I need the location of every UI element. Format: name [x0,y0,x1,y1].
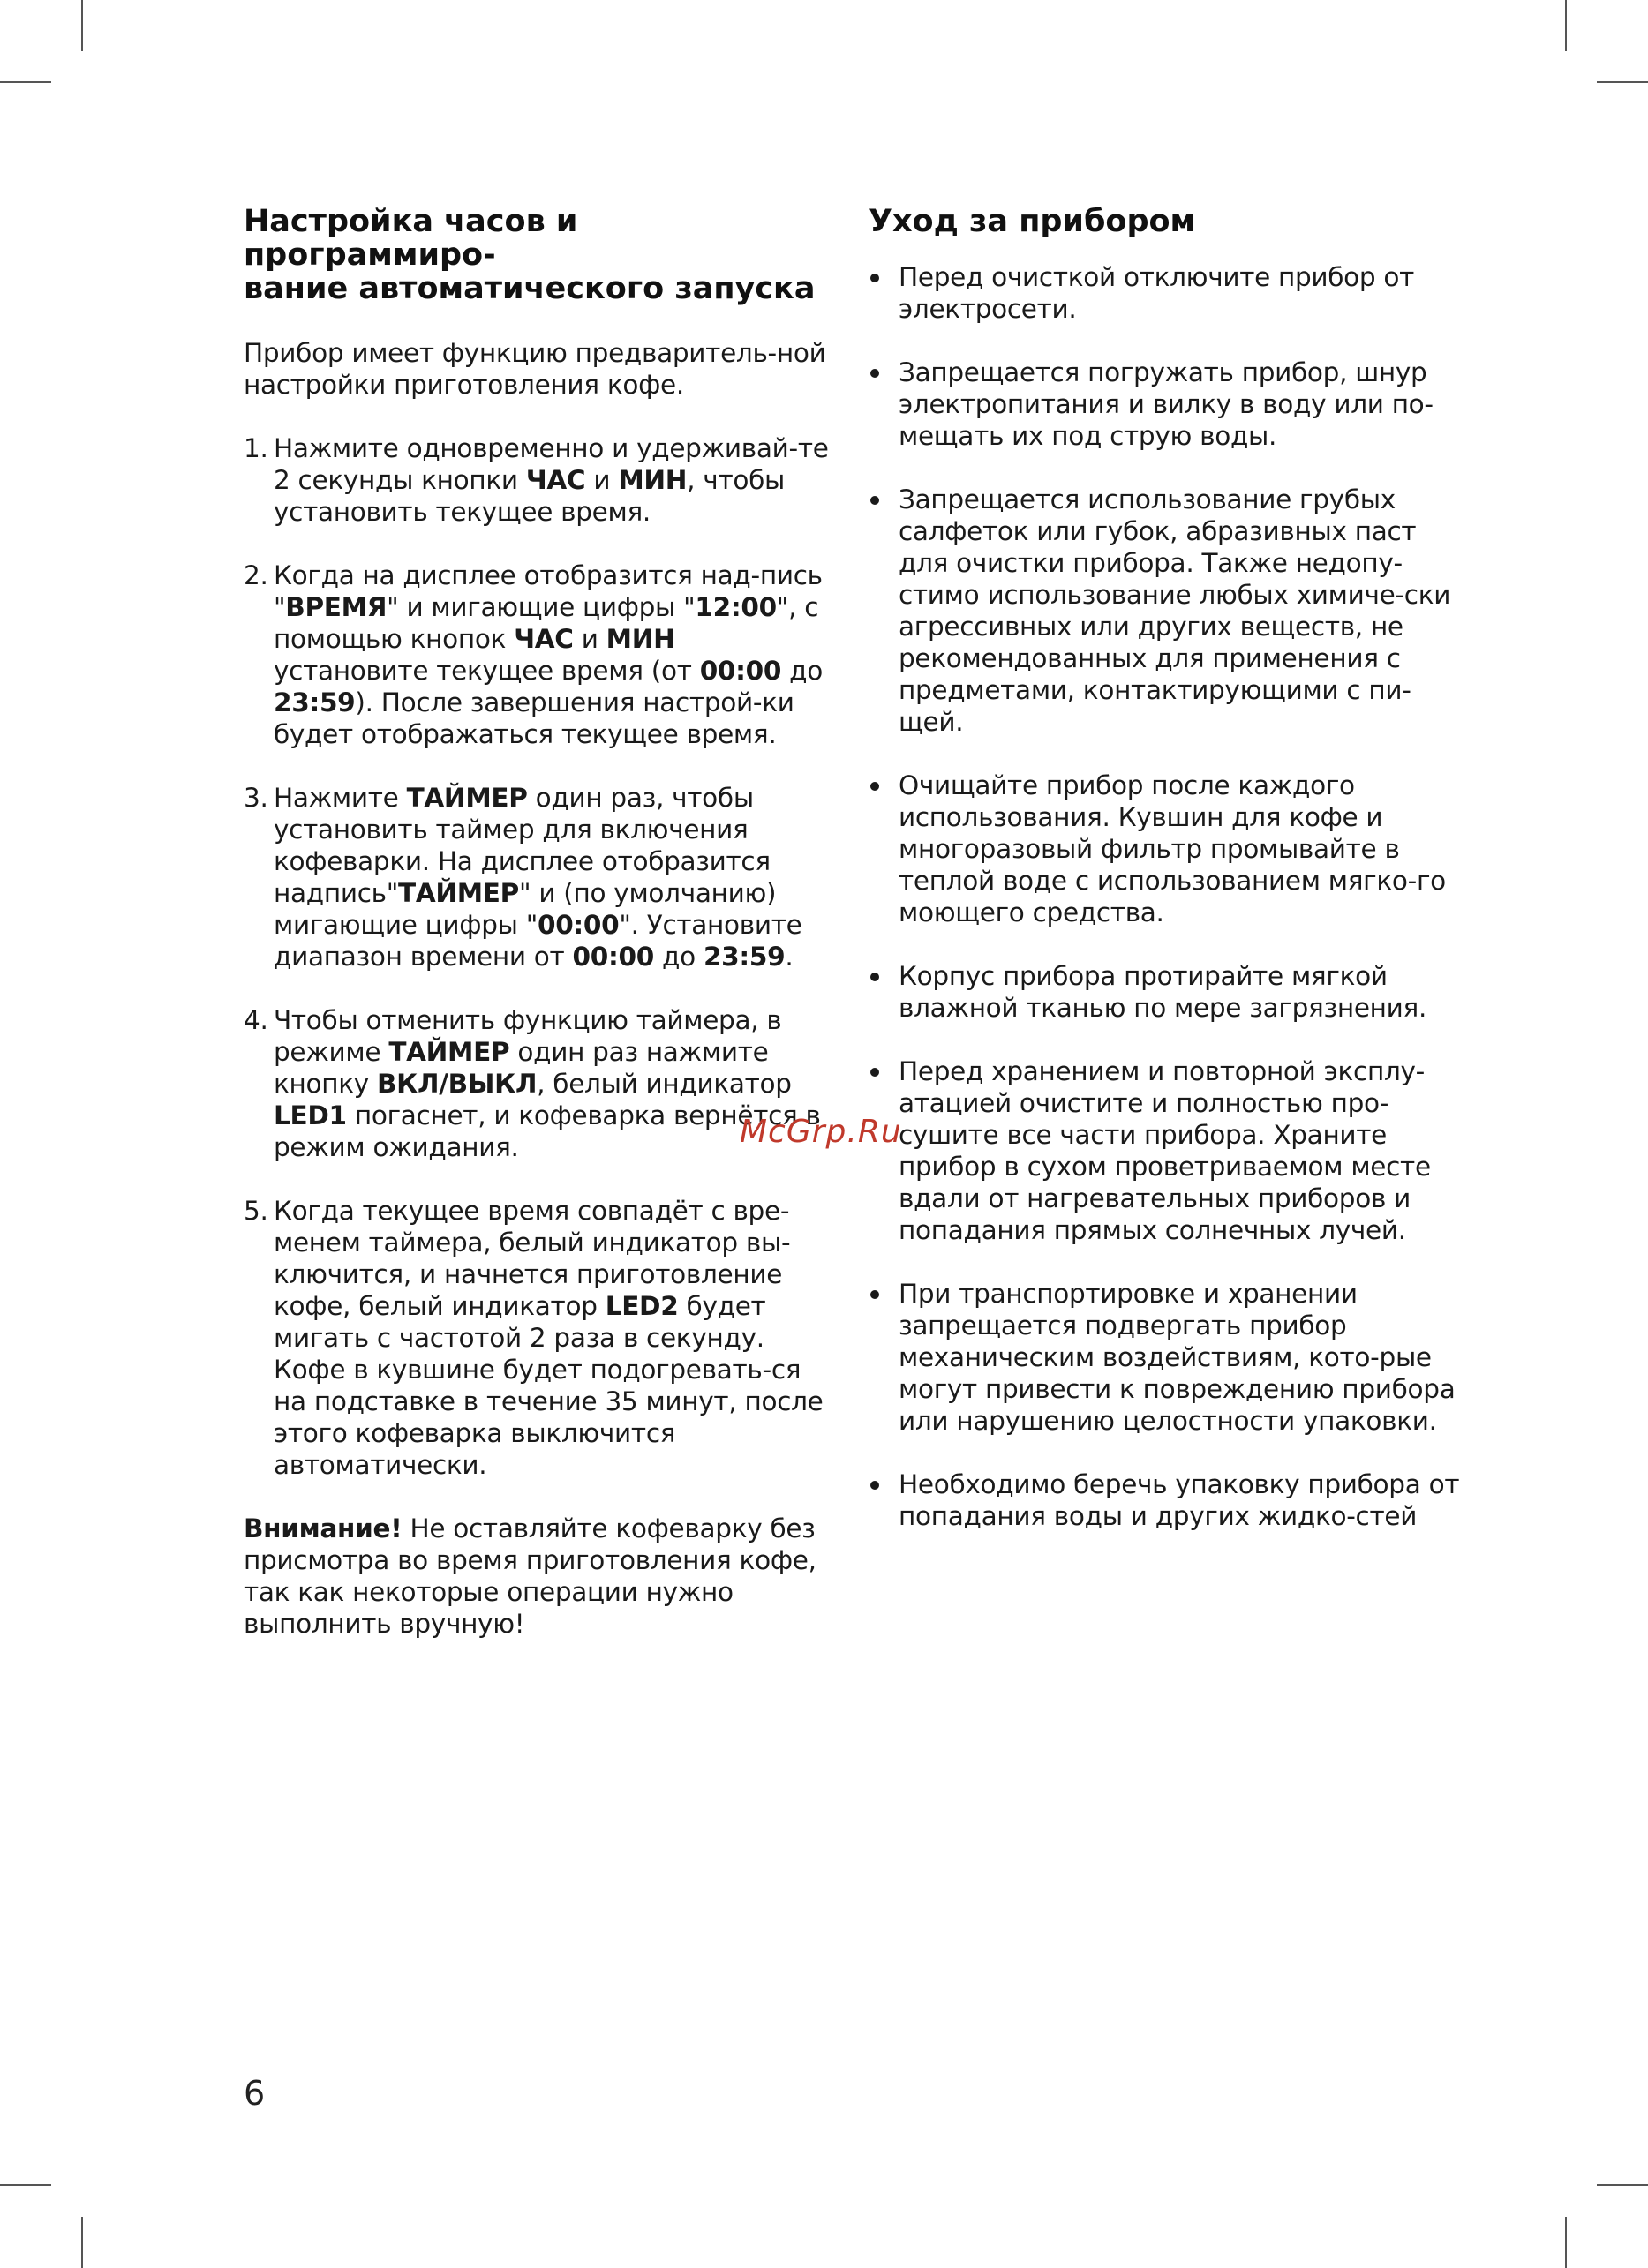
crop-mark [81,0,83,51]
step-text: будет мигать с частотой 2 раза в секунду. Кофе в кувшине будет подогревать-ся на подставке в течение 35 минут, после этого кофеварка выключится автоматически. [274,1291,824,1480]
step-item [244,1195,837,1481]
care-heading: Уход за прибором [869,204,1196,239]
step-bold-term: ТАЙМЕР [388,1037,510,1067]
bullet-dot-icon [870,1290,879,1299]
bullet-dot-icon [870,496,879,505]
warning-text: Не оставляйте кофеварку без присмотра во время приготовления кофе, так как некоторые операции нужно выполнить вручную! [244,1513,816,1639]
care-bullet-text: Перед хранением и повторной эксплу-атацией очистите и полностью про-сушите все части прибора. Храните прибор в сухом проветриваемом месте вдали от нагревательных приборов и попадания прямых солнечных лучей. [899,1056,1431,1245]
step-text: до [653,942,704,972]
step-text: . [785,942,794,972]
step-text: и [585,465,619,495]
care-bullet-item [869,1055,1462,1246]
care-bullet-text: Очищайте прибор после каждого использования. Кувшин для кофе и многоразовый фильтр промывайте в теплой воде с использованием мягко-го моющего средства. [899,770,1446,927]
step-bold-term: ТАЙМЕР [406,783,528,813]
crop-mark [1597,2184,1648,2186]
warning-label: Внимание! [244,1513,403,1543]
care-bullet-item [869,1278,1462,1437]
crop-mark [0,81,51,83]
care-bullet-text: Корпус прибора протирайте мягкой влажной тканью по мере загрязнения. [899,961,1427,1023]
crop-mark [81,2217,83,2268]
care-bullet-item [869,484,1462,738]
step-bold-term: 23:59 [703,942,786,972]
care-bullet-text: Запрещается погружать прибор, шнур электропитания и вилку в воду или по-мещать их под струю воды. [899,357,1434,451]
bullet-dot-icon [870,274,879,282]
step-text: , чтобы установить текущее время. [274,465,785,527]
step-bold-term: 00:00 [572,942,654,972]
step-text: один раз, чтобы установить таймер для включения кофеварки. На дисплее отобразится надпись" [274,783,771,908]
step-text: Нажмите одновременно и удерживай-те 2 секунды кнопки [274,433,829,495]
step-bold-term: ЧАС [525,465,586,495]
crop-mark [1565,2217,1567,2268]
step-bold-term: LED1 [274,1100,347,1130]
step-text: " и мигающие цифры " [387,592,696,622]
care-bullet-text: Необходимо беречь упаковку прибора от попадания воды и других жидко-стей [899,1469,1460,1531]
bullet-dot-icon [870,1068,879,1077]
care-bullet-list [869,261,1462,1532]
step-text: Чтобы отменить функцию таймера, в режиме [274,1005,782,1067]
page-number: 6 [244,2074,266,2113]
care-bullet-item [869,1468,1462,1532]
bullet-dot-icon [870,973,879,981]
step-text: один раз нажмите кнопку [274,1037,769,1099]
step-item [244,782,837,973]
care-bullet-item [869,357,1462,452]
bullet-dot-icon [870,1481,879,1490]
step-text: Нажмите [274,783,407,813]
step-text: ". Установите диапазон времени от [274,910,802,972]
bullet-dot-icon [870,782,879,791]
bullet-dot-icon [870,369,879,378]
watermark-text: McGrp.Ru [740,1114,902,1150]
step-text: ). После завершения настрой-ки будет отображаться текущее время. [274,687,794,749]
clock-setup-heading: Настройка часов и программиро- вание автоматического запуска [244,204,816,306]
care-bullet-text: Перед очисткой отключите прибор от электросети. [899,262,1415,324]
step-bold-term: ВКЛ/ВЫКЛ [377,1069,538,1099]
care-bullet-item [869,960,1462,1024]
step-text: Когда на дисплее отобразится над-пись " [274,560,823,622]
step-text: ", с помощью кнопок [274,592,819,654]
step-text: установите текущее время (от [274,656,700,686]
step-text: Когда текущее время совпадёт с вре-менем таймера, белый индикатор вы-ключится, и начнется приготовление кофе, белый индикатор [274,1196,791,1321]
step-bold-term: МИН [606,624,675,654]
step-bold-term: 00:00 [699,656,782,686]
step-number: 5. [244,1196,268,1226]
care-bullet-text: Запрещается использование грубых салфеток или губок, абразивных паст для очистки прибора. Также недопу-стимо использование любых химиче-ски агрессивных или других веществ, не рекомендованных для применения с предметами, контактирующими с пи-щей. [899,484,1451,737]
right-column [869,205,1462,1564]
step-bold-term: ЧАС [514,624,574,654]
intro-paragraph: Прибор имеет функцию предваритель-ной настройки приготовления кофе. [244,338,826,400]
step-text: , белый индикатор [537,1069,792,1099]
step-number: 2. [244,560,268,590]
step-text: и [573,624,606,654]
step-item [244,559,837,750]
step-bold-term: 12:00 [695,592,777,622]
step-bold-term: ВРЕМЯ [285,592,388,622]
left-column [244,205,837,1640]
care-bullet-item [869,261,1462,325]
steps-list [244,432,837,1481]
step-bold-term: 23:59 [274,687,356,717]
warning-paragraph [244,1513,837,1640]
step-number: 3. [244,783,268,813]
care-bullet-text: При транспортировке и хранении запрещается подвергать прибор механическим воздействиям, кото-рые могут привести к повреждению прибора или нарушению целостности упаковки. [899,1279,1456,1436]
step-bold-term: ТАЙМЕР [398,878,519,908]
step-text: погаснет, и кофеварка вернётся в режим ожидания. [274,1100,821,1162]
step-text: " и (по умолчанию) мигающие цифры " [274,878,777,940]
crop-mark [0,2184,51,2186]
step-item [244,432,837,528]
step-text: до [781,656,824,686]
care-bullet-item [869,770,1462,928]
step-bold-term: LED2 [605,1291,679,1321]
step-number: 1. [244,433,268,463]
crop-mark [1565,0,1567,51]
step-bold-term: МИН [618,465,688,495]
step-number: 4. [244,1005,268,1035]
step-bold-term: 00:00 [537,910,620,940]
crop-mark [1597,81,1648,83]
